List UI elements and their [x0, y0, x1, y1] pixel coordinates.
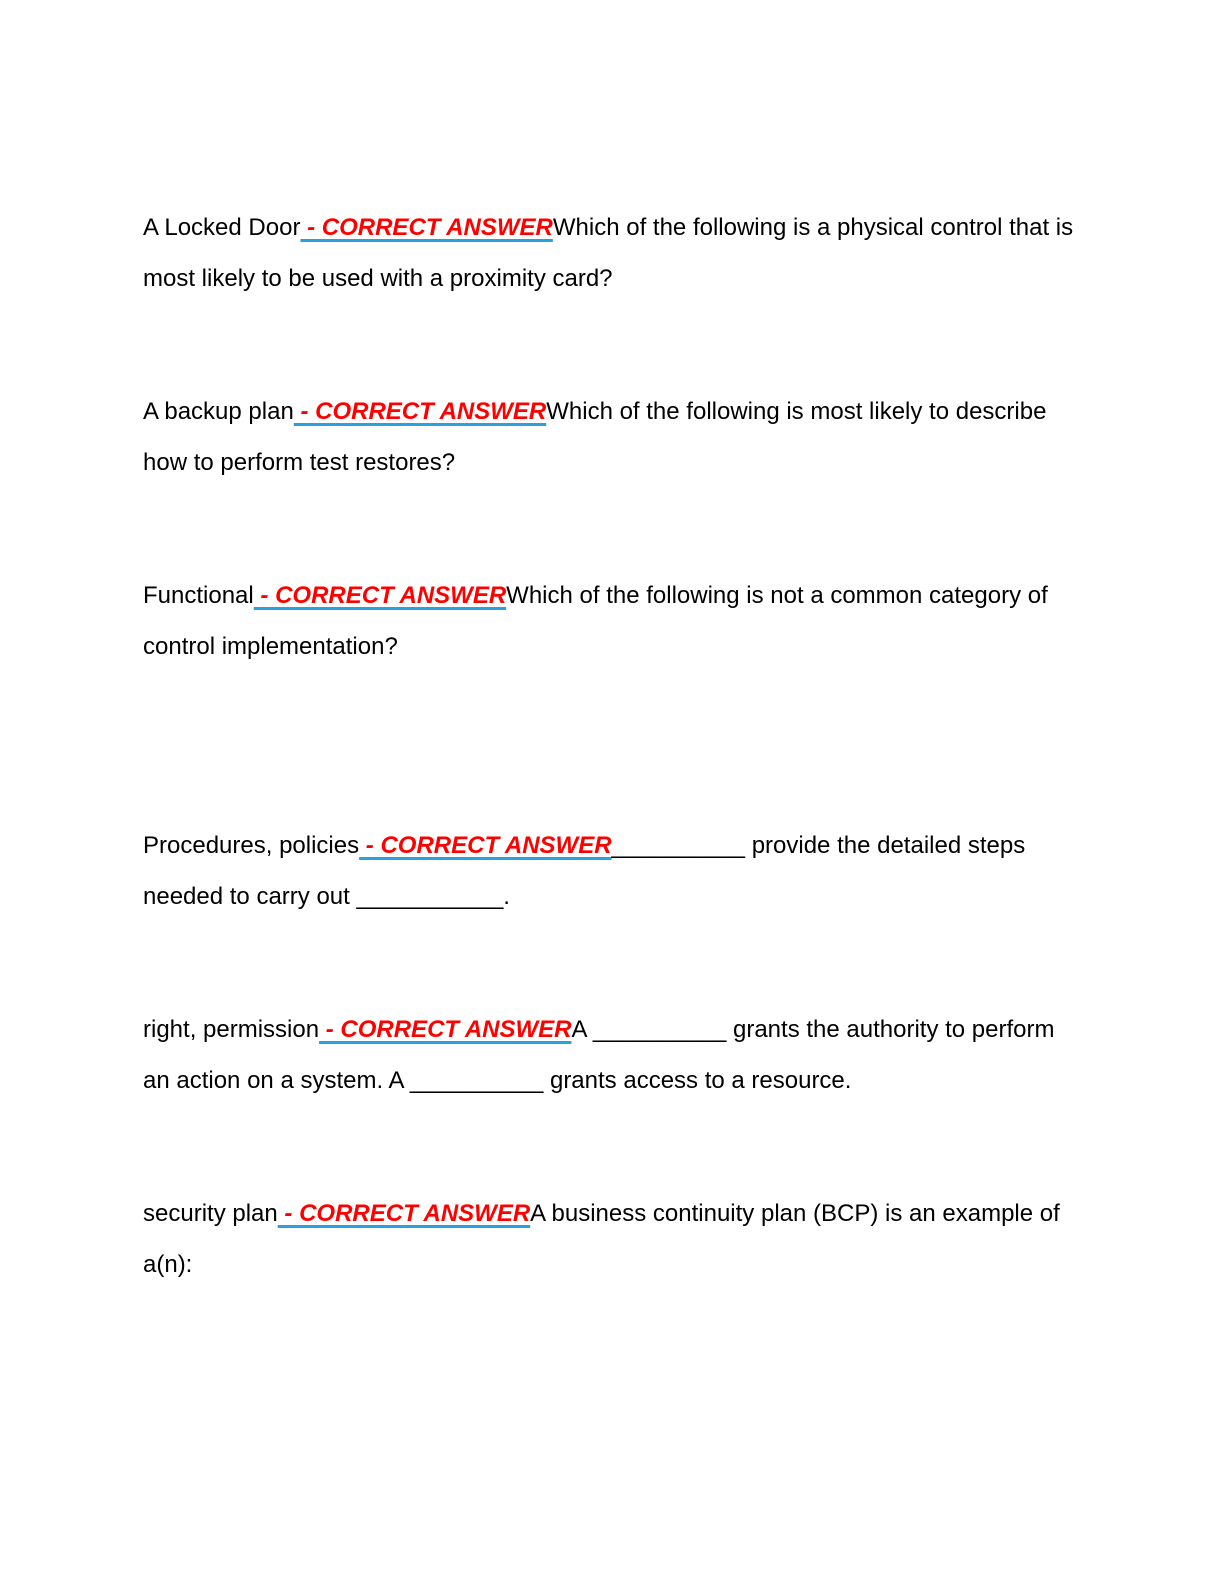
answer-text: Procedures, policies — [143, 832, 360, 859]
answer-text: right, permission — [143, 1016, 320, 1043]
correct-answer-marker: - CORRECT ANSWER — [359, 832, 612, 859]
correct-answer-marker: - CORRECT ANSWER — [300, 214, 553, 241]
question-text: __________ provide the detailed steps needed to carry out ___________. — [143, 832, 1032, 910]
qa-item — [143, 386, 1083, 488]
qa-item — [143, 1004, 1083, 1106]
correct-answer-marker: - CORRECT ANSWER — [277, 1200, 531, 1227]
question-text: A __________ grants the authority to perform an action on a system. A __________ grants access to a resource. — [143, 1016, 1062, 1094]
qa-item — [143, 202, 1083, 304]
question-text: A business continuity plan (BCP) is an example of a(n): — [143, 1200, 1067, 1278]
answer-text: security plan — [143, 1200, 278, 1227]
question-text: Which of the following is a physical control that is most likely to be used with a proximity card? — [143, 214, 1080, 292]
correct-answer-marker: - CORRECT ANSWER — [319, 1016, 572, 1043]
question-text: Which of the following is not a common category of control implementation? — [143, 582, 1055, 660]
qa-item — [143, 820, 1083, 922]
qa-item — [143, 570, 1083, 672]
answer-text: A backup plan — [143, 398, 294, 425]
question-text: Which of the following is most likely to describe how to perform test restores? — [143, 398, 1054, 476]
qa-item — [143, 1188, 1083, 1290]
answer-text: A Locked Door — [143, 214, 301, 241]
answer-text: Functional — [143, 582, 254, 609]
correct-answer-marker: - CORRECT ANSWER — [293, 398, 547, 425]
correct-answer-marker: - CORRECT ANSWER — [253, 582, 507, 609]
